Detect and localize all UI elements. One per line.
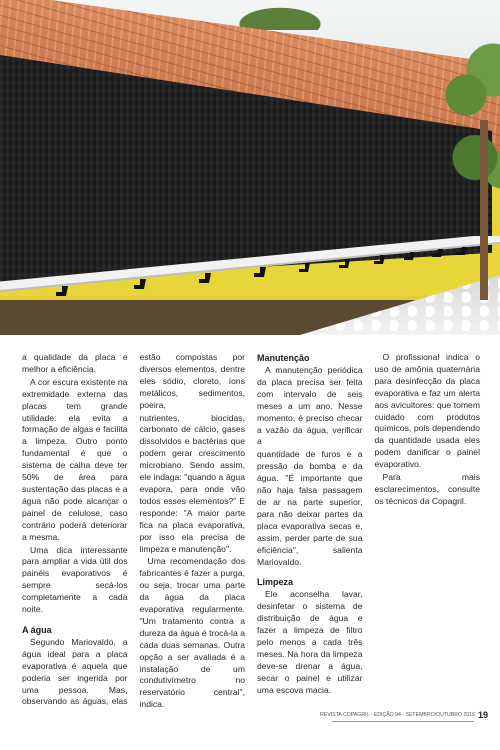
paragraph: Segundo Mariovaldo, a água ideal para a placa evaporativa é aquela que poderia ser ingerida por uma pessoa. Mas, observando as águas, elas estão compostas por diversos elementos, dentre eles sódio, cloreto, íons metálicos, sedimentos, poeira,	[22, 352, 245, 707]
page-footer	[320, 708, 492, 722]
article-body	[22, 352, 480, 714]
paragraph: Para mais esclarecimentos, consulte os técnicos da Copagril.	[374, 472, 480, 506]
page-number: 19	[478, 710, 489, 720]
section-heading-agua: A água	[22, 624, 52, 635]
evaporative-pad-photo	[0, 0, 500, 335]
publication-info: REVISTA COPAGRIL - EDIÇÃO 94 - SETEMBRO/OUTUBRO 2016	[320, 712, 475, 718]
paragraph: A manutenção periódica da placa precisa ser feita com intervalo de seis meses a um ano. Nesse momento, é preciso checar a vazão da água, verificar a	[257, 365, 363, 447]
paragraph: Uma recomendação dos fabricantes é fazer a purga, ou seja, trocar uma parte da água da placa evaporativa regularmente. "Um tratamento contra a dureza da água é trocá-la a cada duas semanas. Outra opção a ser avaliada é a instalação de um condutivímetro no reservatório central", indica.	[139, 556, 245, 710]
right-tree	[430, 20, 500, 270]
paragraph: a qualidade da placa e melhor a eficiência.	[22, 352, 128, 374]
paragraph: nutrientes, biocidas, carbonato de cálcio, gases dissolvidos e bactérias que podem gerar crescimento microbiano. Sendo assim, ele indaga: "quando a água evapora, para onde vão todos esses elementos?" E responde: "A maior parte fica na placa evaporativa, por isso ela precisa de limpeza e manutenção".	[139, 412, 245, 554]
paragraph: O profissional indica o uso de amônia quaternária para desinfecção da placa evaporativa e faz um alerta aos avicultores: que tomem cuidado com produtos químicos, pois dependendo da quantidade usada eles podem danificar o painel evaporativo.	[374, 352, 480, 470]
paragraph: quantidade de furos e a pressão da bomba e da água. "É importante que não haja falsa passagem de ar na parte superior, para não deixar partes da placa evaporativa secas e, assim, perder parte de sua eficiência", salienta Mariovaldo.	[257, 449, 363, 567]
section-heading-manutencao: Manutenção	[257, 353, 310, 363]
water-gutter	[0, 236, 500, 296]
paragraph: Uma dica interessante para ampliar a vida útil dos painéis evaporativos é sempre secá-los completamente a cada noite.	[22, 544, 128, 615]
tree-trunk	[480, 120, 488, 300]
footer-rule	[332, 721, 474, 722]
paragraph: A cor escura existente na extremidade externa das placas tem grande utilidade: ela evita a formação de algas e facilita a limpeza. Outro ponto fundamental é que o sistema de calha deve ter 50% de área para sustentação das placas e a água não pode alcançar o painel de celulose, caso contrário poderá deteriorar a mesma.	[22, 376, 128, 542]
paragraph: Ele aconselha lavar, desinfetar o sistema de distribuição de água e fazer a limpeza de filtro pelo menos a cada três meses. Na hora da limpeza deve-se drenar a água, secar o painel e utilizar uma escova macia.	[257, 589, 363, 695]
section-heading-limpeza: Limpeza	[257, 577, 294, 588]
